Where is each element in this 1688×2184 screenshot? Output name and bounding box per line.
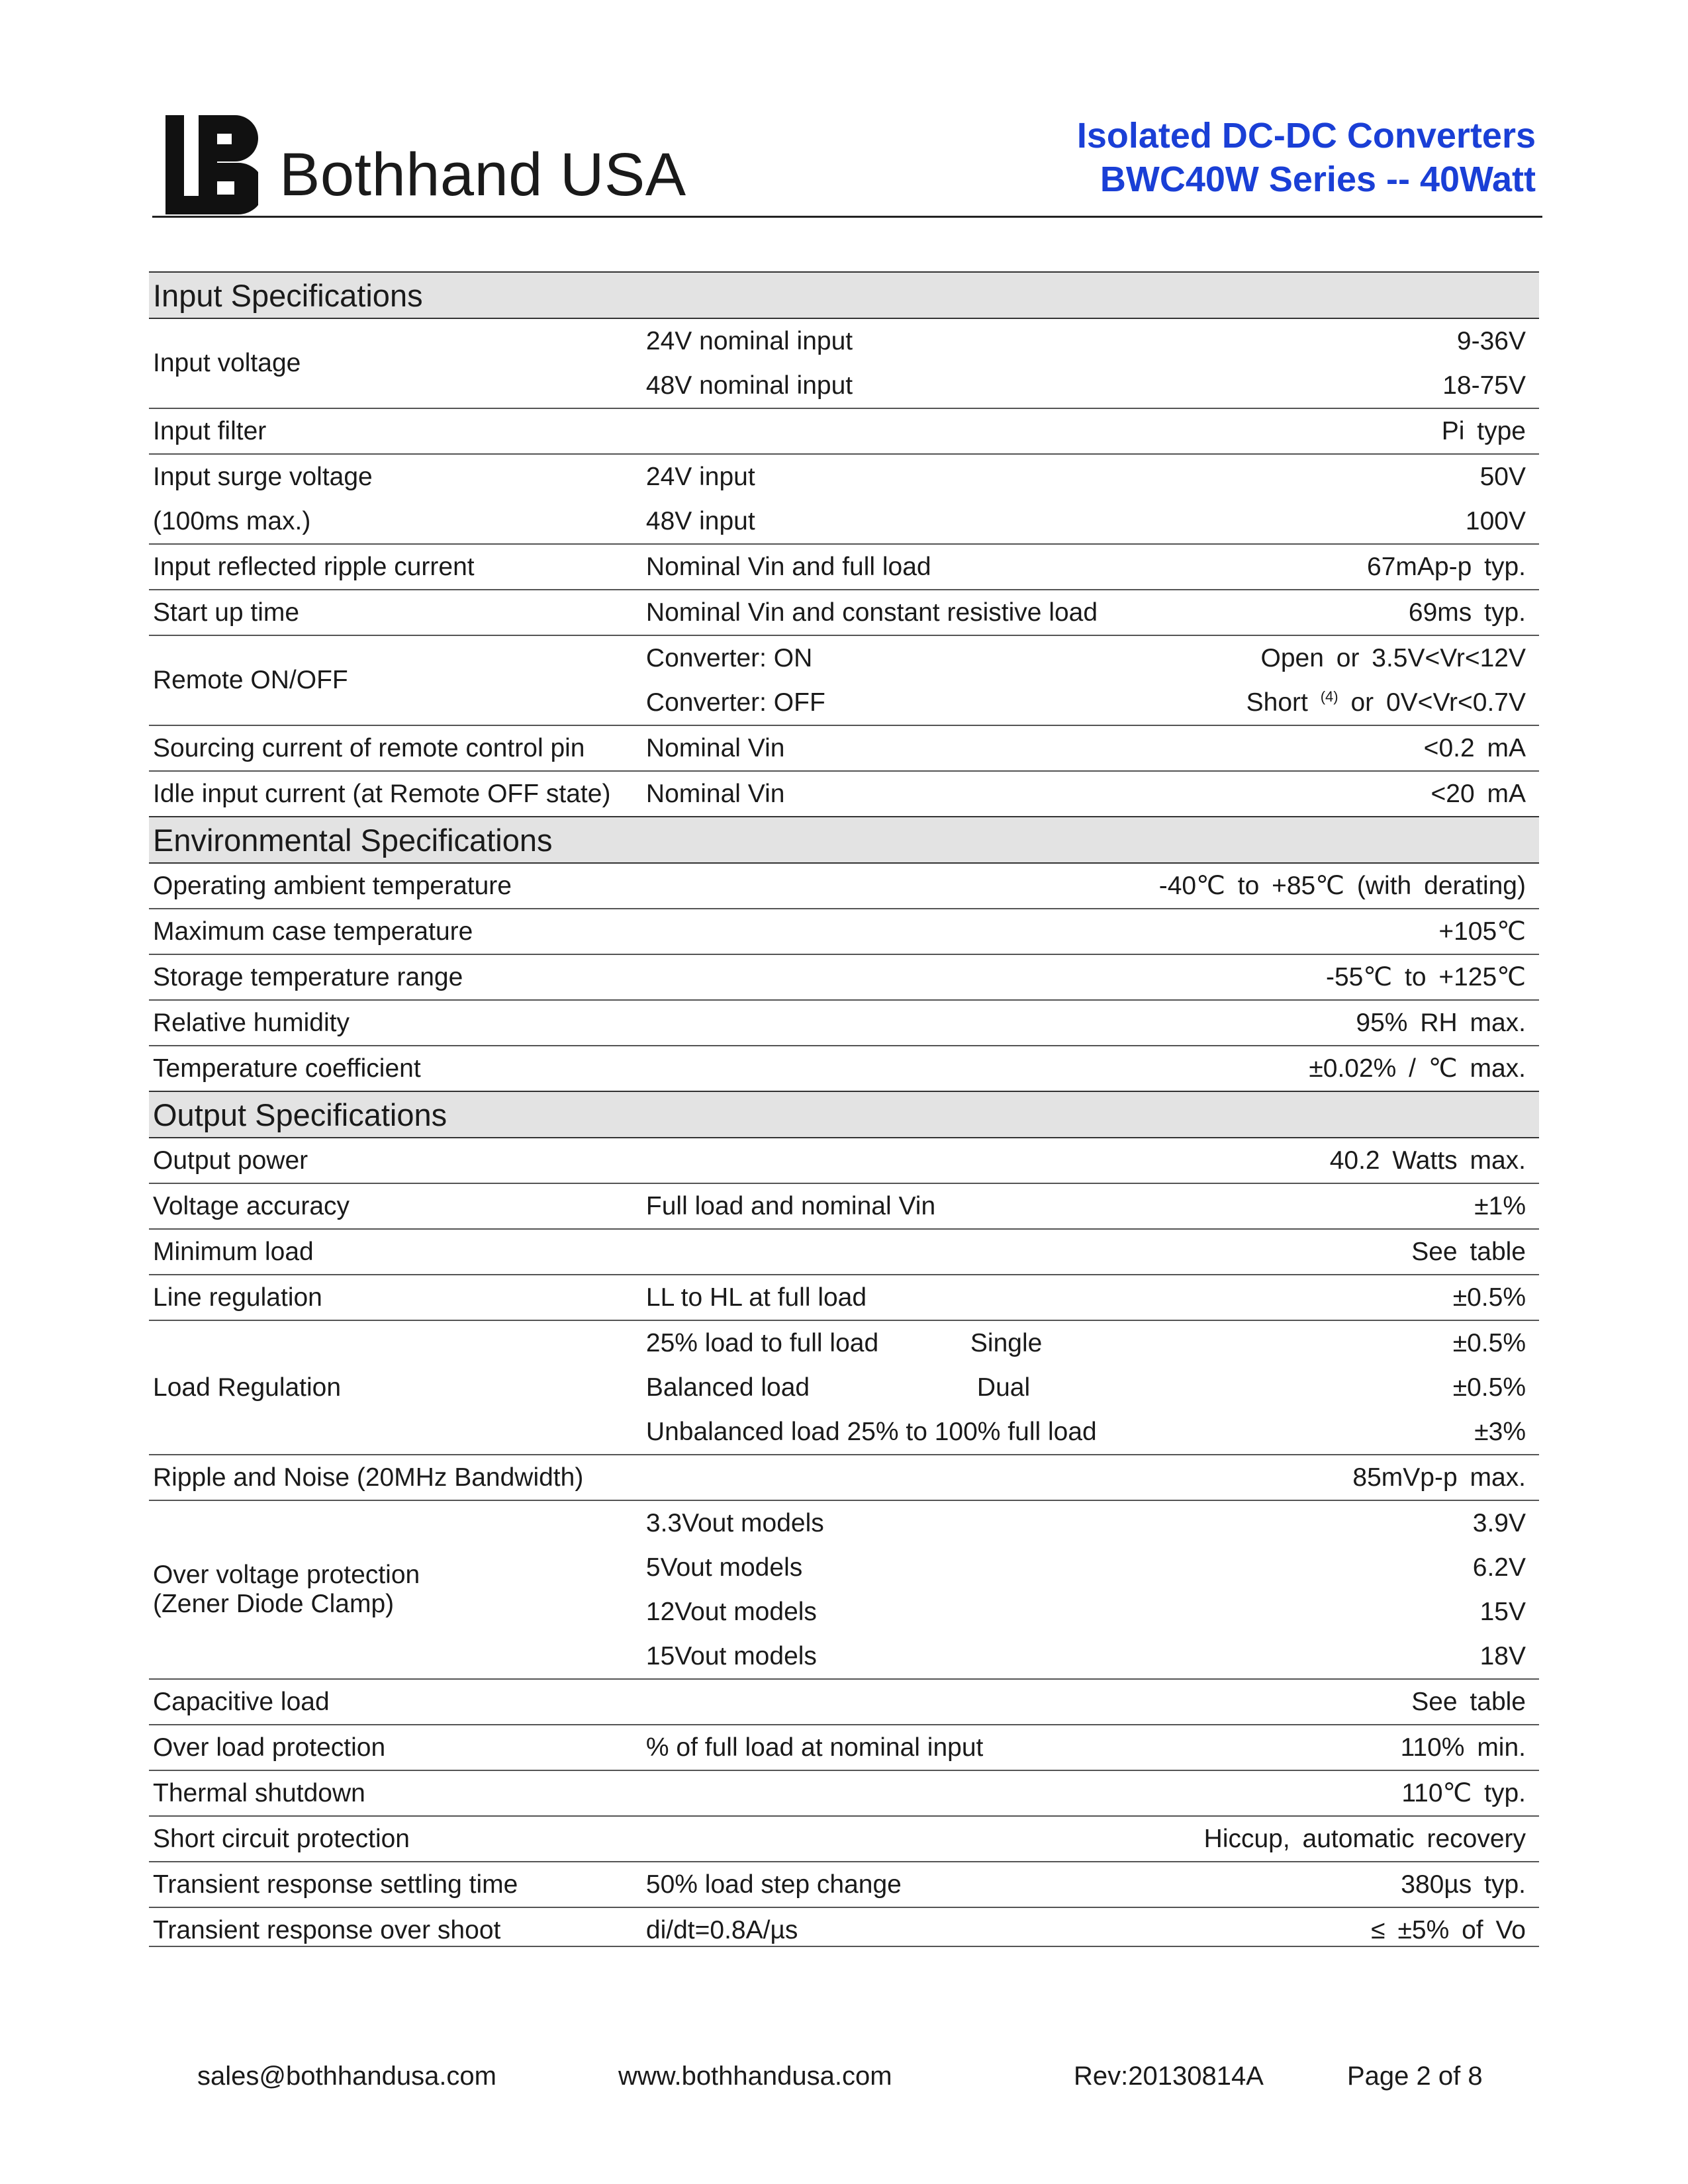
section-header-output: Output Specifications — [149, 1091, 1539, 1138]
table-bottom-rule — [149, 1946, 1539, 1947]
header-divider — [152, 216, 1542, 218]
table-row: Short circuit protection Hiccup, automatic recovery — [149, 1816, 1539, 1862]
page-header — [152, 106, 1542, 218]
specifications-table — [149, 271, 1539, 1952]
table-row: Input reflected ripple current Nominal Vin and full load 67mAp-p typ. — [149, 544, 1539, 590]
footer-email[interactable]: sales@bothhandusa.com — [197, 2062, 496, 2091]
table-row: Transient response settling time 50% load step change 380µs typ. — [149, 1862, 1539, 1907]
table-row: Over voltage protection (Zener Diode Clamp) 3.3Vout models 3.9V — [149, 1500, 1539, 1545]
table-row: Operating ambient temperature -40℃ to +85℃ (with derating) — [153, 871, 1526, 900]
title-line-2: BWC40W Series -- 40Watt — [1100, 159, 1536, 199]
table-row: (100ms max.) 48V input 100V — [153, 506, 1526, 535]
table-row: 48V nominal input 18-75V — [645, 371, 1526, 400]
table-row: 5Vout models 6.2V — [645, 1553, 1526, 1582]
table-row: Line regulation LL to HL at full load ±0.5% — [149, 1275, 1539, 1320]
table-row: Idle input current (at Remote OFF state) Nominal Vin <20 mA — [149, 771, 1539, 817]
footer-revision: Rev:20130814A — [1074, 2062, 1264, 2091]
table-row: Sourcing current of remote control pin Nominal Vin <0.2 mA — [149, 725, 1539, 771]
footer-page-number: Page 2 of 8 — [1347, 2062, 1483, 2091]
table-row: Input filter Pi type — [149, 408, 1539, 454]
table-row: Output power 40.2 Watts max. — [153, 1146, 1526, 1175]
table-row: Balanced load Dual ±0.5% — [645, 1373, 1526, 1402]
document-title — [1077, 114, 1536, 201]
table-row: Capacitive load See table — [149, 1679, 1539, 1725]
table-row: Start up time Nominal Vin and constant resistive load 69ms typ. — [149, 590, 1539, 635]
table-row: Input voltage 24V nominal input 9-36V — [153, 326, 1526, 377]
table-row: Voltage accuracy Full load and nominal Vin ±1% — [149, 1183, 1539, 1229]
table-row: 15Vout models 18V — [645, 1641, 1526, 1670]
table-row: Storage temperature range -55℃ to +125℃ — [149, 954, 1539, 1000]
title-line-1: Isolated DC-DC Converters — [1076, 116, 1536, 156]
section-header-environmental: Environmental Specifications — [149, 817, 1539, 863]
brand-name: Bothhand USA — [279, 141, 686, 208]
table-row: Ripple and Noise (20MHz Bandwidth) 85mVp-p max. — [149, 1455, 1539, 1500]
footnote-ref: (4) — [1320, 688, 1338, 705]
table-row: Relative humidity 95% RH max. — [149, 1000, 1539, 1046]
table-row: Thermal shutdown 110℃ typ. — [149, 1770, 1539, 1816]
table-row: Minimum load See table — [149, 1229, 1539, 1275]
table-row: Remote ON/OFF Converter: ON Open or 3.5V<Vr<12V — [149, 635, 1539, 680]
section-header-input: Input Specifications — [149, 272, 1539, 318]
footer-website[interactable]: www.bothhandusa.com — [618, 2062, 892, 2091]
bothhand-logo-icon — [165, 115, 258, 214]
table-row: Input surge voltage 24V input 50V — [149, 454, 1539, 499]
table-row: 12Vout models 15V — [645, 1597, 1526, 1626]
table-row: Unbalanced load 25% to 100% full load ±3% — [645, 1417, 1526, 1446]
table-row: Over load protection % of full load at nominal input 110% min. — [149, 1725, 1539, 1770]
table-row: Temperature coefficient ±0.02% / ℃ max. — [149, 1046, 1539, 1091]
table-row: Transient response over shoot di/dt=0.8A/µs ≤ ±5% of Vo — [149, 1907, 1539, 1952]
table-row: Maximum case temperature +105℃ — [149, 909, 1539, 954]
table-row: Load Regulation 25% load to full load Single ±0.5% — [149, 1320, 1539, 1365]
table-row: Converter: OFF Short $^{(4)}$ or 0V<Vr<0.7V — [645, 688, 1526, 717]
